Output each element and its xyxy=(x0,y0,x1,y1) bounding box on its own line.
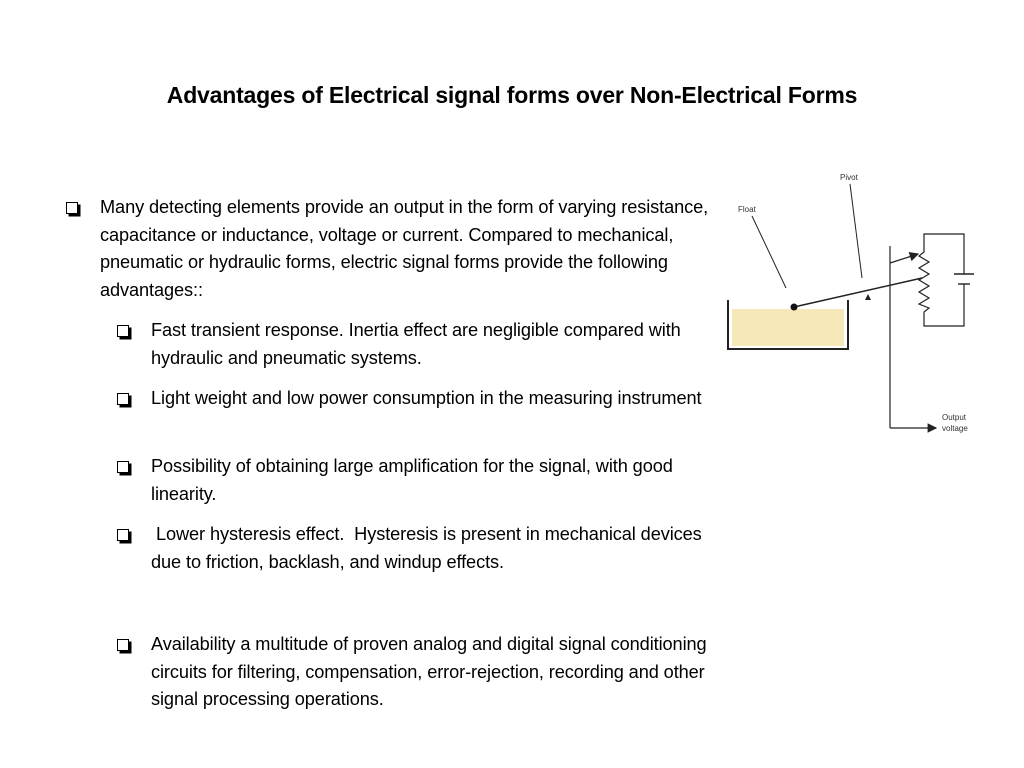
sub-bullet-text: Lower hysteresis effect. Hysteresis is present in mechanical devices due to friction, backlash, and windup effects. xyxy=(151,524,707,572)
pivot-label: Pivot xyxy=(840,173,858,182)
sub-bullet-text: Availability a multitude of proven analog and digital signal conditioning circuits for filtering, compensation, error-rejection, recording and other signal processing operations. xyxy=(151,634,707,709)
pivot-leader xyxy=(850,184,862,278)
liquid xyxy=(732,309,844,346)
sub-bullet xyxy=(117,453,721,508)
sub-bullet xyxy=(117,521,721,576)
sub-bullet-text: Light weight and low power consumption in the measuring instrument xyxy=(151,388,702,408)
float-leader xyxy=(752,216,786,288)
checkbox-bullet-icon xyxy=(117,639,129,651)
sub-bullet xyxy=(117,317,721,372)
sub-bullet xyxy=(117,385,721,413)
slide-title: Advantages of Electrical signal forms over Non-Electrical Forms xyxy=(166,82,858,108)
output-label-line2: voltage xyxy=(942,424,968,433)
checkbox-bullet-icon xyxy=(117,529,129,541)
resistor xyxy=(919,246,929,314)
checkbox-bullet-icon xyxy=(117,461,129,473)
sub-bullet-text: Fast transient response. Inertia effect are negligible compared with hydraulic and pneumatic systems. xyxy=(151,320,681,368)
checkbox-bullet-icon xyxy=(117,393,129,405)
wiper-arrow xyxy=(890,254,918,263)
lever-arm xyxy=(794,278,922,307)
pivot-fulcrum xyxy=(865,294,871,300)
circuit-wire-bottom xyxy=(924,290,964,326)
float-label: Float xyxy=(738,205,756,214)
output-label-line1: Output xyxy=(942,413,967,422)
sub-bullet-text: Possibility of obtaining large amplification for the signal, with good linearity. xyxy=(151,456,673,504)
float-ball xyxy=(791,304,798,311)
main-bullet xyxy=(66,194,720,304)
checkbox-bullet-icon xyxy=(117,325,129,337)
main-bullet-text: Many detecting elements provide an output in the form of varying resistance, capacitance or inductance, voltage or current. Compared to mechanical, pneumatic or hydraulic forms, electric signal forms provide the following advantages:: xyxy=(100,197,709,300)
circuit-wire xyxy=(924,234,964,268)
float-potentiometer-diagram xyxy=(718,166,988,446)
checkbox-bullet-icon xyxy=(66,202,78,214)
sub-bullet xyxy=(117,631,721,714)
